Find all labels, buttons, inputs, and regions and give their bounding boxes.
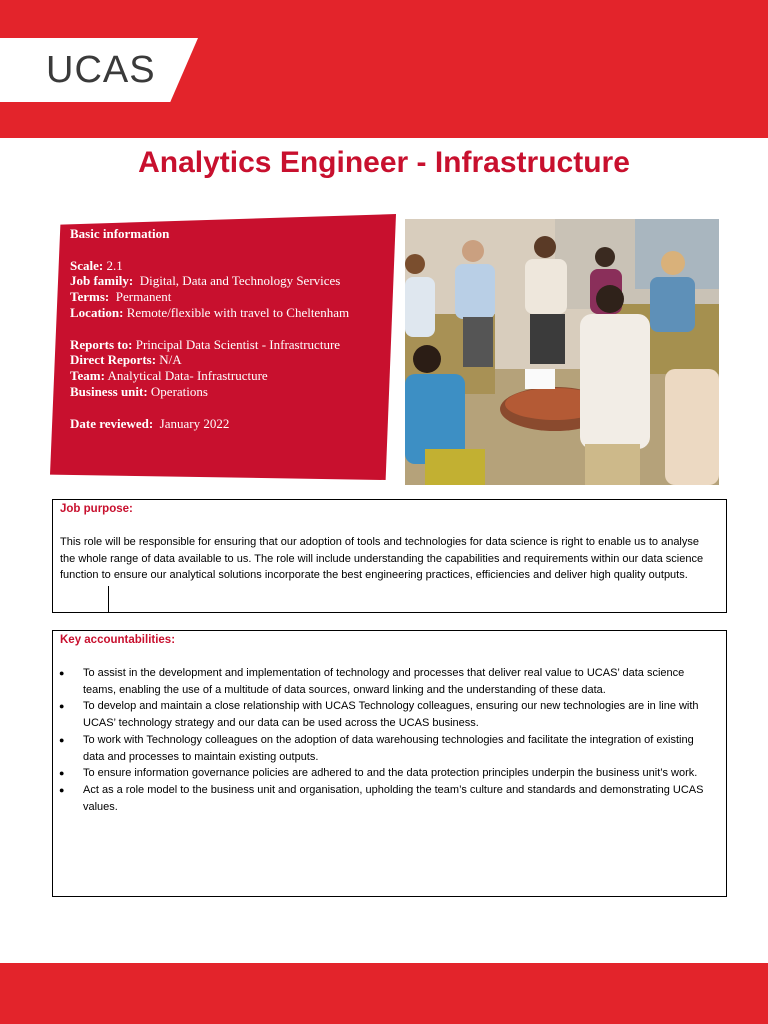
date-reviewed-row: Date reviewed: January 2022 — [70, 415, 230, 431]
list-item: ● To ensure information governance policies are adhered to and the data protection principles underpin the business unit’s work. — [53, 765, 718, 782]
bullet-icon: ● — [59, 768, 65, 779]
footer-band — [0, 963, 768, 1024]
scale-row: Scale: 2.1 — [70, 257, 123, 273]
reports-to-row: Reports to: Principal Data Scientist - Infrastructure — [70, 336, 341, 352]
job-purpose-heading: Job purpose: — [60, 503, 133, 515]
job-family-value: Digital, Data and Technology Services — [139, 273, 341, 289]
date-reviewed-value: January 2022 — [159, 415, 230, 431]
bullet-icon: ● — [59, 734, 65, 745]
list-item: ● Act as a role model to the business unit and organisation, upholding the team’s culture and standards and demonstrating UCAS values. — [59, 783, 704, 813]
meeting-photo-illustration — [405, 219, 719, 485]
location-value: Remote/flexible with travel to Cheltenham — [126, 304, 350, 320]
basic-info-heading: Basic information — [70, 226, 170, 241]
business-unit-value: Operations — [150, 383, 208, 399]
list-item: ● To work with Technology colleagues on the adoption of data warehousing technologies and facilitate the integration of existing data and processes to maintain existing outputs. — [59, 733, 694, 763]
direct-reports-row: Direct Reports: N/A — [70, 352, 182, 368]
direct-reports-value: N/A — [159, 352, 182, 368]
list-item: ● To assist in the development and implementation of technology and processes that deliver real value to UCAS’ data science teams, enabling the use of a multitude of data sources, onward linking and the understanding of these data. — [59, 667, 685, 696]
ucas-logo: UCAS — [46, 49, 156, 91]
location-row: Location: Remote/flexible with travel to Cheltenham — [70, 304, 350, 320]
meeting-photo — [405, 219, 719, 485]
business-unit-row: Business unit: Operations — [70, 383, 208, 399]
bullet-icon: ● — [59, 784, 65, 795]
key-accountabilities-box — [52, 630, 727, 897]
terms-value: Permanent — [115, 289, 172, 305]
job-purpose-text: This role will be responsible for ensuring that our adoption of tools and technologies for data science is right to enable us to analyse the whole range of data available to us. The role will include understanding the capabilities and requirements within our data science function to ensure our analytical solutions incorporate the best engineering practices, efficiencies and deliver high quality outputs. — [60, 536, 704, 582]
job-purpose-box — [52, 499, 727, 613]
reports-to-value: Principal Data Scientist - Infrastructure — [135, 336, 341, 352]
basic-info-text — [70, 226, 390, 431]
list-item: ● To develop and maintain a close relationship with UCAS Technology colleagues, ensuring our new technologies are in line with UCAS’ technology strategy and our data can be used across the UCAS business. — [59, 700, 699, 730]
key-accountabilities-heading: Key accountabilities: — [60, 634, 176, 646]
bullet-icon: ● — [59, 701, 65, 712]
bullet-icon: ● — [59, 668, 65, 678]
terms-row: Terms: Permanent — [70, 289, 172, 305]
accountabilities-list — [53, 665, 718, 815]
team-value: Analytical Data- Infrastructure — [107, 368, 268, 384]
team-row: Team: Analytical Data- Infrastructure — [70, 368, 268, 384]
job-family-row: Job family: Digital, Data and Technology Services — [70, 273, 341, 289]
scale-value: 2.1 — [106, 257, 123, 273]
text-cursor — [108, 586, 109, 612]
page-title: Analytics Engineer - Infrastructure — [138, 146, 630, 179]
